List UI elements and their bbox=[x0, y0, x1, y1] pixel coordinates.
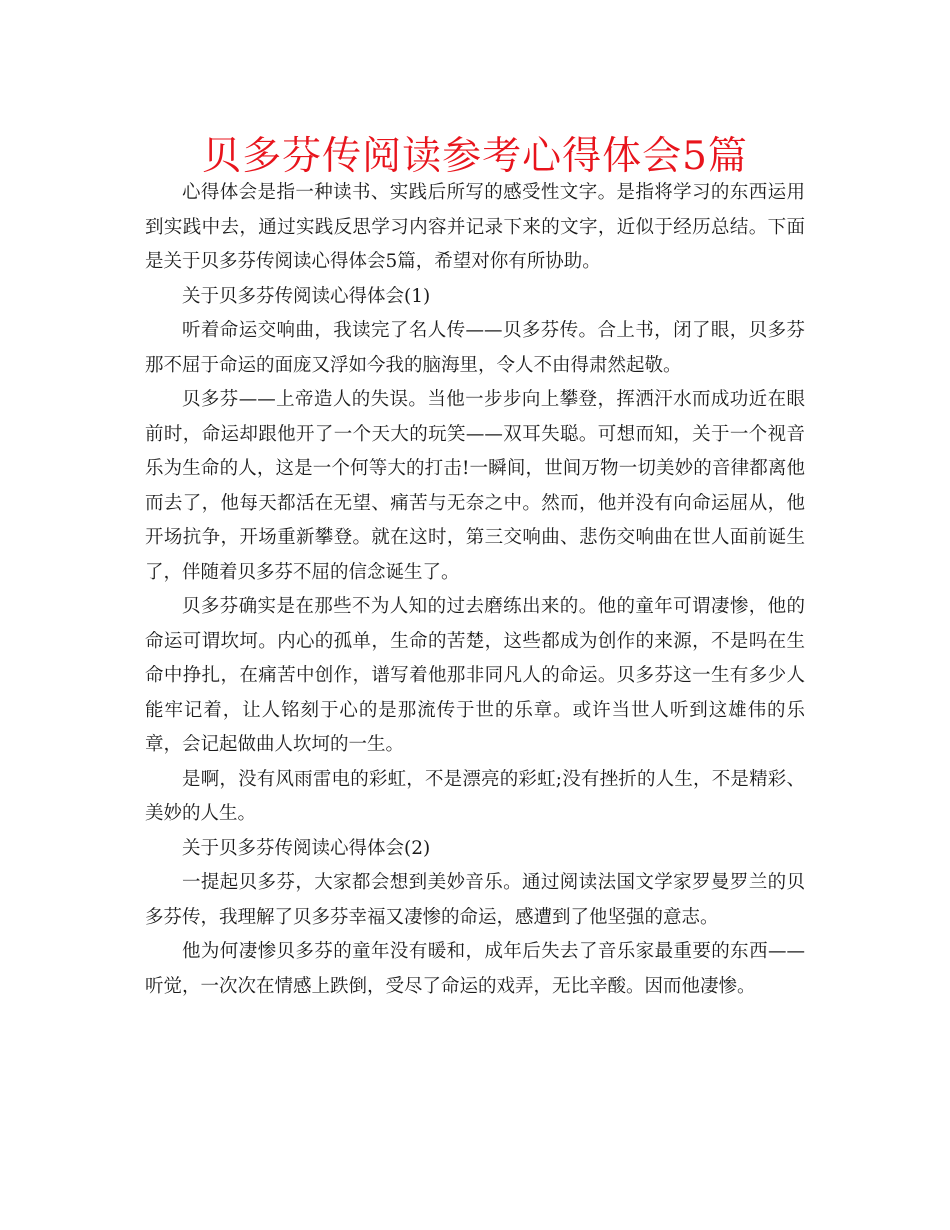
paragraph: 贝多芬确实是在那些不为人知的过去磨练出来的。他的童年可谓凄惨，他的命运可谓坎坷。内心的孤单，生命的苦楚，这些都成为创作的来源，不是吗在生命中挣扎，在痛苦中创作，谱写着他那非同凡人的命运。贝多芬这一生有多少人能牢记着，让人铭刻于心的是那流传于世的乐章。或许当世人听到这雄伟的乐章，会记起做曲人坎坷的一生。 bbox=[145, 596, 805, 755]
intro-paragraph: 心得体会是指一种读书、实践后所写的感受性文字。是指将学习的东西运用到实践中去，通过实践反思学习内容并记录下来的文字，近似于经历总结。下面是关于贝多芬传阅读心得体会5篇，希望对你有所协助。 bbox=[145, 182, 805, 272]
paragraph: 贝多芬——上帝造人的失误。当他一步步向上攀登，挥洒汗水而成功近在眼前时，命运却跟他开了一个天大的玩笑——双耳失聪。可想而知，关于一个视音乐为生命的人，这是一个何等大的打击!一瞬间，世间万物一切美妙的音律都离他而去了，他每天都活在无望、痛苦与无奈之中。然而，他并没有向命运屈从，他开场抗争，开场重新攀登。就在这时，第三交响曲、悲伤交响曲在世人面前诞生了，伴随着贝多芬不屈的信念诞生了。 bbox=[145, 389, 805, 583]
paragraph: 是啊，没有风雨雷电的彩虹，不是漂亮的彩虹;没有挫折的人生，不是精彩、美妙的人生。 bbox=[145, 768, 805, 824]
section-heading-2: 关于贝多芬传阅读心得体会(2) bbox=[182, 837, 431, 859]
section-heading-1: 关于贝多芬传阅读心得体会(1) bbox=[182, 285, 431, 307]
paragraph: 听着命运交响曲，我读完了名人传——贝多芬传。合上书，闭了眼，贝多芬那不屈于命运的面庞又浮如今我的脑海里，令人不由得肃然起敬。 bbox=[145, 320, 805, 376]
document-body bbox=[145, 176, 805, 1004]
paragraph: 他为何凄惨贝多芬的童年没有暖和，成年后失去了音乐家最重要的东西——听觉，一次次在情感上跌倒，受尽了命运的戏弄，无比辛酸。因而他凄惨。 bbox=[145, 941, 805, 997]
document-title: 贝多芬传阅读参考心得体会5篇 bbox=[202, 134, 748, 179]
paragraph: 一提起贝多芬，大家都会想到美妙音乐。通过阅读法国文学家罗曼罗兰的贝多芬传，我理解了贝多芬幸福又凄惨的命运，感遭到了他坚强的意志。 bbox=[145, 872, 805, 928]
